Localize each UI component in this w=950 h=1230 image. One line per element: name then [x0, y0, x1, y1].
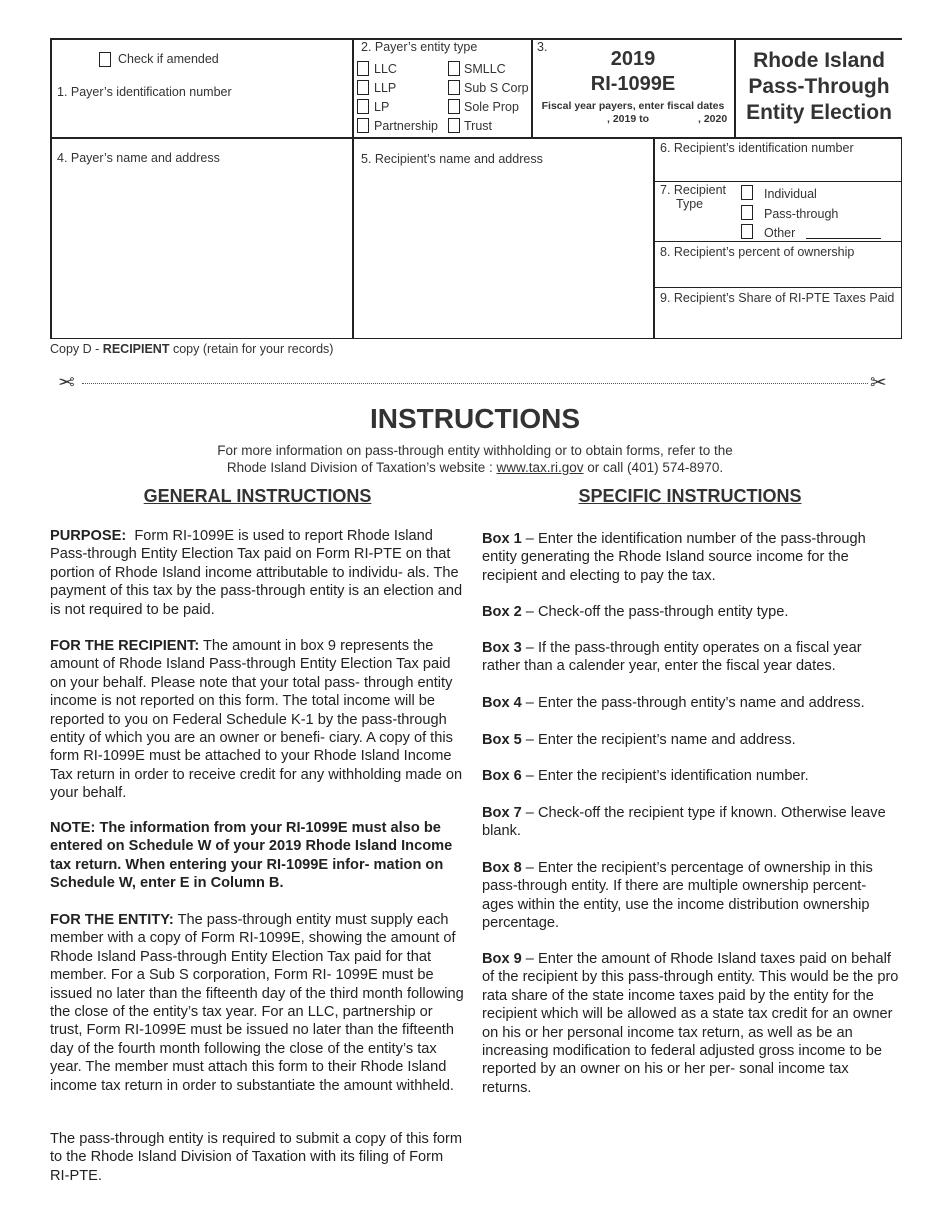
- ri-1099e-form: [50, 38, 902, 339]
- recipient-text: The amount in box 9 represents the amount of Rhode Island Pass-through Entity Election Tax paid on your behalf. Please note that your total pass- through entity income is not reported on this form. The total income will be reported to you on Federal Schedule K-1 by the pass-through entity of which you are an owner or benefi- ciary. A copy of this form RI-1099E must be attached to your Rhode Island Income Tax return in order to receive credit for any withholding made on your behalf.: [50, 638, 463, 802]
- specific-instructions-header: SPECIFIC INSTRUCTIONS: [578, 486, 802, 506]
- box5-label: Box 5: [482, 732, 522, 748]
- box9-instruction: [482, 950, 900, 1097]
- sole-prop-checkbox[interactable]: [448, 99, 460, 114]
- box4-label: Box 4: [482, 695, 522, 711]
- individual-label: Individual: [764, 187, 817, 201]
- taxes-paid-label: 9. Recipient’s Share of RI-PTE Taxes Paid: [660, 291, 895, 305]
- purpose-text: Form RI-1099E is used to report Rhode Island Pass-through Entity Election Tax paid on Form RI-PTE on that portion of Rhode Island income attributable to individu- als. The payment of this tax by the pass-through entity is an election and is not required to be paid.: [50, 528, 463, 618]
- entity-paragraph: [50, 911, 465, 1095]
- box2-label: Box 2: [482, 604, 522, 620]
- recipient-id-label: 6. Recipient’s identification number: [660, 141, 854, 155]
- box8-text: – Enter the recipient’s percentage of ownership in this pass-through entity. If there are multiple ownership percent- ages within the entity, use the income distribution ownership percentage.: [482, 860, 873, 932]
- other-checkbox[interactable]: [741, 224, 753, 239]
- other-fill-line[interactable]: [806, 238, 881, 239]
- llp-label: LLP: [374, 81, 397, 95]
- box3-label: Box 3: [482, 640, 522, 656]
- cut-line: [82, 383, 868, 384]
- recipient-paragraph: [50, 637, 465, 803]
- partnership-label: Partnership: [374, 119, 438, 133]
- recipient-name-label: 5. Recipient’s name and address: [361, 152, 543, 166]
- box7-text: – Check-off the recipient type if known. Otherwise leave blank.: [482, 805, 886, 840]
- copy-prefix: Copy D -: [50, 342, 103, 356]
- box8-label: Box 8: [482, 860, 522, 876]
- sub-s-corp-label: Sub S Corp: [464, 81, 529, 95]
- recipient-type-label: 7. Recipient: [660, 183, 727, 197]
- other-label: Other: [764, 226, 796, 240]
- box6-label: Box 6: [482, 768, 522, 784]
- amended-checkbox[interactable]: [99, 52, 111, 67]
- llc-checkbox[interactable]: [357, 61, 369, 76]
- llp-checkbox[interactable]: [357, 80, 369, 95]
- note-text: NOTE: The information from your RI-1099E must also be entered on Schedule W of your 2019 Rhode Island Income tax return. When entering your RI-1099E infor- mation on Schedule W, enter E in Column B.: [50, 820, 453, 892]
- ownership-percent-label: 8. Recipient’s percent of ownership: [660, 245, 855, 259]
- note-paragraph: [50, 819, 465, 893]
- box1-instruction: [482, 530, 900, 585]
- box3-text: – If the pass-through entity operates on a fiscal year rather than a calender year, enter the fiscal year dates.: [482, 640, 862, 675]
- trust-checkbox[interactable]: [448, 118, 460, 133]
- box4-text: – Enter the pass-through entity’s name and address.: [521, 695, 865, 711]
- individual-checkbox[interactable]: [741, 185, 753, 200]
- box5-text: – Enter the recipient’s name and address.: [521, 732, 796, 748]
- purpose-paragraph: [50, 527, 465, 619]
- smllc-checkbox[interactable]: [448, 61, 460, 76]
- scissors-icon: ✂: [58, 372, 75, 394]
- entity-text: The pass-through entity must supply each member with a copy of Form RI-1099E, showing the amount of Rhode Island Pass-through Entity Election Tax paid for that member. For a Sub S corporation, Form RI- 1099E must be issued no later than the fifteenth day of the third month following the close of the entity’s tax year. For an LLC, partnership or trust, Form RI-1099E must be issued no later than the fifteenth day of the fourth month following the close of the entity’s tax year. The member must attach this form to their Rhode Island income tax return in order to substantiate the amount withheld.: [50, 912, 464, 1094]
- lp-checkbox[interactable]: [357, 99, 369, 114]
- form-year: 2019: [610, 48, 656, 70]
- box9-text: – Enter the amount of Rhode Island taxes paid on behalf of the recipient by this pass-through entity. This would be the pro rata share of the state income taxes paid by the entity for the recipient which will be allowed as a state tax credit for an owner on his or her personal income tax return, as well as be an increasing modification to federal adjusted gross income to be reported by an owner on his or her per- sonal income tax returns.: [482, 951, 899, 1096]
- box6-text: – Enter the recipient’s identification number.: [521, 768, 809, 784]
- box4-instruction: [482, 694, 900, 712]
- trust-label: Trust: [464, 119, 493, 133]
- box6-instruction: [482, 767, 900, 785]
- partnership-checkbox[interactable]: [357, 118, 369, 133]
- box3-label: 3.: [537, 40, 548, 54]
- taxation-website-link[interactable]: www.tax.ri.gov: [496, 460, 584, 475]
- box1-text: – Enter the identification number of the pass-through entity generating the Rhode Island source income for the recipient and electing to pay the tax.: [482, 531, 866, 584]
- payer-id-label: 1. Payer’s identification number: [57, 85, 232, 99]
- form-title-line1: Rhode Island: [753, 49, 885, 72]
- intro-line2: [0, 460, 950, 475]
- submit-text: The pass-through entity is required to submit a copy of this form to the Rhode Island Division of Taxation with its filing of Form RI-PTE.: [50, 1131, 463, 1184]
- recipient-type-sublabel: Type: [676, 197, 704, 211]
- box5-instruction: [482, 731, 900, 749]
- sole-prop-label: Sole Prop: [464, 100, 519, 114]
- scissors-icon: ✂: [870, 372, 887, 394]
- llc-label: LLC: [374, 62, 397, 76]
- copy-bold: RECIPIENT: [102, 342, 170, 356]
- sub-s-corp-checkbox[interactable]: [448, 80, 460, 95]
- box2-text: – Check-off the pass-through entity type.: [521, 604, 789, 620]
- entity-type-label: 2. Payer’s entity type: [361, 40, 478, 54]
- purpose-label: PURPOSE:: [50, 528, 127, 544]
- fiscal-from: , 2019 to: [607, 113, 650, 125]
- form-title-line2: Pass-Through: [748, 75, 890, 98]
- box1-label: Box 1: [482, 531, 522, 547]
- fiscal-note: Fiscal year payers, enter fiscal dates: [541, 100, 725, 112]
- amended-label: Check if amended: [118, 52, 219, 66]
- box7-instruction: [482, 804, 900, 841]
- submit-paragraph: [50, 1130, 465, 1185]
- entity-label: FOR THE ENTITY:: [50, 912, 174, 928]
- copy-suffix: copy (retain for your records): [169, 342, 334, 356]
- copy-designation: [50, 342, 333, 356]
- smllc-label: SMLLC: [464, 62, 506, 76]
- form-title-line3: Entity Election: [746, 101, 892, 124]
- intro-line1: For more information on pass-through entity withholding or to obtain forms, refer to the: [217, 443, 733, 458]
- pass-through-label: Pass-through: [764, 207, 839, 221]
- fiscal-to: , 2020: [698, 113, 728, 125]
- form-name: RI-1099E: [590, 73, 676, 95]
- box9-label: Box 9: [482, 951, 522, 967]
- box7-label: Box 7: [482, 805, 522, 821]
- payer-name-label: 4. Payer’s name and address: [57, 151, 220, 165]
- box3-instruction: [482, 639, 900, 676]
- general-instructions-header: GENERAL INSTRUCTIONS: [143, 486, 372, 506]
- intro-text-a: Rhode Island Division of Taxation’s website :: [226, 460, 497, 475]
- recipient-label: FOR THE RECIPIENT:: [50, 638, 200, 654]
- box2-instruction: [482, 603, 900, 621]
- lp-label: LP: [374, 100, 390, 114]
- box8-instruction: [482, 859, 900, 933]
- instructions-title: INSTRUCTIONS: [370, 403, 580, 434]
- pass-through-checkbox[interactable]: [741, 205, 753, 220]
- intro-text-b: or call (401) 574-8970.: [583, 460, 724, 475]
